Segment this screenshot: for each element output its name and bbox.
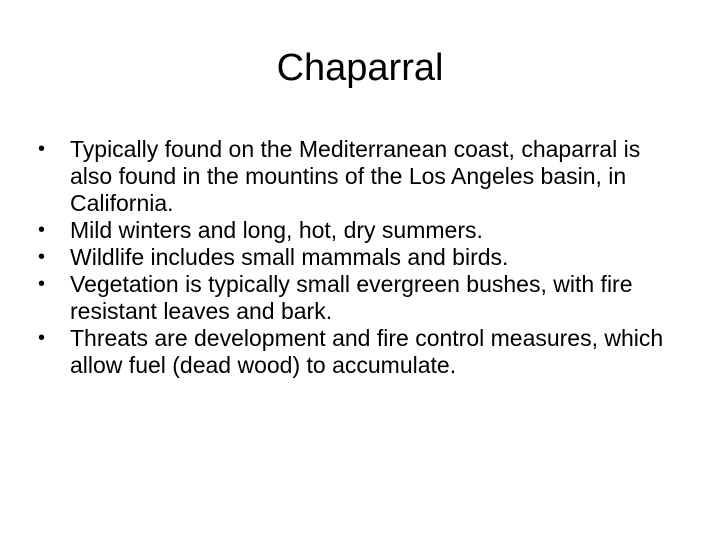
bullet-text: Threats are development and fire control measures, which allow fuel (dead wood) to accumulate. — [70, 325, 664, 378]
bullet-icon: • — [38, 138, 46, 160]
bullet-text: Vegetation is typically small evergreen bushes, with fire resistant leaves and bark. — [70, 271, 633, 324]
bullet-text: Typically found on the Mediterranean coast, chaparral is also found in the mountins of the Los Angeles basin, in California. — [70, 136, 641, 216]
bullet-icon: • — [38, 246, 46, 268]
bullet-item — [36, 244, 676, 271]
bullet-text: Wildlife includes small mammals and birds. — [70, 244, 509, 270]
bullet-item — [36, 217, 676, 244]
bullet-icon: • — [38, 327, 46, 349]
slide-title: Chaparral — [276, 47, 444, 89]
bullet-icon: • — [38, 219, 46, 241]
bullet-text: Mild winters and long, hot, dry summers. — [70, 217, 483, 243]
bullet-item — [36, 136, 676, 217]
bullet-item — [36, 271, 676, 325]
bullet-icon: • — [38, 273, 46, 295]
bullet-list — [36, 136, 676, 379]
bullet-item — [36, 325, 676, 379]
